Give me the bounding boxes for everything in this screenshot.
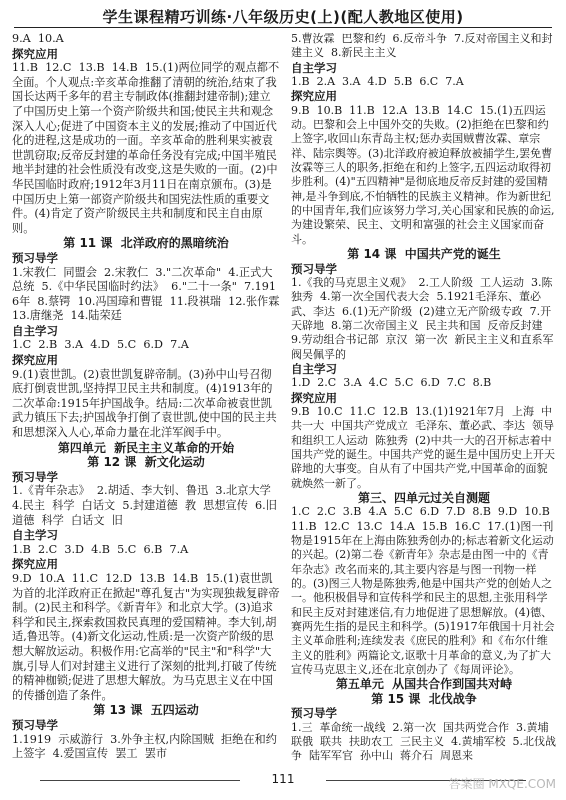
section-heading: 探究应用 (291, 390, 337, 405)
answer-text: 1.B 2.A 3.A 4.D 5.B 6.C 7.A (291, 75, 464, 89)
section-heading: 探究应用 (12, 353, 58, 368)
answer-text: 1.C 2.B 3.A 4.D 5.C 6.D 7.A (12, 338, 189, 352)
section-heading: 自主学习 (12, 323, 58, 338)
answer-text: 9.D 10.A 11.C 12.D 13.B 14.B 15.(1)袁世凯为首的北洋政府正在掀起"尊孔复古"为实现独裁复辟帝制。(2)民主和科学。《新青年》和北京大学。(3)追求科学和民主,探索救国救民真理的爱国精神。李大钊,胡适,鲁迅等。(4)新文化运动,性质:是一次资产阶级的思想大解放运动。积极作用:它高举的"民主"和"科学"大旗,引导人们对封建主义进行了深刻的批判,打破了传统的精神枷锁;促进了思想大解放。为马克思主义在中国的传播创造了条件。 (12, 571, 280, 702)
answer-text: 9.B 10.C 11.C 12.B 13.(1)1921年7月 上海 中共一大 中国共产党成立 毛泽东、董必武、李达 领导和组织工人运动 陈独秀 (2)中共一大的召开标志着中国共产党的诞生。中国共产党的诞生是中国历史上开天辟地的大事变。自从有了中国共产党,中国革命的面貌就焕然一新了。 (291, 404, 555, 490)
section-heading: 探究应用 (12, 557, 58, 572)
answer-text: 1.三 革命统一战线 2.第一次 国共两党合作 3.黄埔 联俄 联共 扶助农工 三民主义 4.黄埔军校 5.北伐战争 陆军军官 孙中山 蒋介石 周恩来 (291, 720, 556, 763)
answer-text: 1.宋教仁 同盟会 2.宋教仁 3."二次革命" 4.正式大总统 5.《中华民国临时约法》 6."二十一条" 7.1916年 8.蔡锷 10.冯国璋和曹锟 11.段祺瑞 12.张作霖 13.唐继尧 14.陆荣廷 (12, 265, 287, 323)
section-heading: 预习导学 (12, 250, 58, 265)
footer-rule-left (40, 780, 240, 781)
answer-text: 1.B 2.C 3.D 4.B 5.C 6.B 7.A (12, 542, 189, 556)
left-column (12, 32, 287, 762)
answer-text: 1.D 2.C 3.A 4.C 5.C 6.D 7.C 8.B (291, 376, 492, 390)
section-heading: 探究应用 (291, 89, 337, 104)
section-heading: 自主学习 (12, 528, 58, 543)
answer-text: 1.《青年杂志》 2.胡适、李大钊、鲁迅 3.北京大学 4.民主 科学 白话文 5.封建道德 教 思想宣传 6.旧道德 科学 白话文 旧 (12, 484, 278, 527)
answer-text: 5.曹汝霖 巴黎和约 6.反帝斗争 7.反对帝国主义和封建主义 8.新民主主义 (291, 32, 553, 60)
lesson-title: 第 14 课 中国共产党的诞生 (347, 247, 501, 262)
page-number: 111 (271, 772, 295, 786)
section-heading: 预习导学 (291, 261, 337, 276)
lesson-title: 第五单元 从国共合作到国共对峙 (335, 677, 513, 692)
answer-text: 11.B 12.C 13.B 14.B 15.(1)两位同学的观点都不全面。个人观点:辛亥革命推翻了清朝的统治,结束了我国长达两千多年的君主专制政体(推翻封建帝制);建立了中国历史上第一个资产阶级共和国;使民主共和观念深入人心;促进了中国资本主义的发展;推动了中国近代化的进程,这是成功的一面。辛亥革命的胜利果实被袁世凯窃取;反帝反封建的革命任务没有完成;中国半殖民地半封建的社会性质没有改变,这是失败的一面。(2)中华民国临时政府;1912年3月11日在南京颁布。(3)是中国历史上第一部资产阶级共和国宪法性质的重要文件。(4)肯定了资产阶级民主共和制度和民主自由原则。 (12, 61, 280, 235)
lesson-title: 第四单元 新民主主义革命的开始 (57, 440, 235, 455)
section-heading: 自主学习 (291, 361, 337, 376)
answer-text: 9.(1)袁世凯。(2)袁世凯复辟帝制。(3)孙中山号召彻底打倒袁世凯,坚持捍卫民主共和制度。(4)1913年的二次革命:1915年护国战争。结局:二次革命被袁世凯武力镇压下去;护国战争打倒了袁世凯,使中国的民主共和思想深入人心,革命力量在北洋军阀手中。 (12, 367, 277, 440)
section-heading: 预习导学 (12, 469, 58, 484)
header-rule (14, 27, 552, 28)
lesson-title: 第 13 课 五四运动 (93, 703, 199, 718)
section-heading: 自主学习 (291, 60, 337, 75)
section-heading: 预习导学 (12, 717, 58, 732)
header-title: 学生课程精巧训练·八年级历史(上)(配人教地区使用) (102, 8, 464, 26)
lesson-title: 第 11 课 北洋政府的黑暗统治 (63, 236, 229, 251)
lesson-title: 第 12 课 新文化运动 (87, 455, 205, 470)
answer-text: 1.《我的马克思主义观》 2.工人阶级 工人运动 3.陈独秀 4.第一次全国代表大会 5.1921毛泽东、董必武、李达 6.(1)无产阶级 (2)建立无产阶级专政 7.开天辟地 8.第二次帝国主义 民主共和国 反帝反封建 9.劳动组合书记部 京汉 第一次 新民主主义和直系军阀吴佩孚的 (291, 275, 554, 361)
watermark: 答案圈 MXQE.COM (448, 777, 556, 791)
page-header (0, 0, 566, 28)
lesson-title: 第 15 课 北伐战争 (371, 691, 477, 706)
answer-text: 9.B 10.B 11.B 12.A 13.B 14.C 15.(1)五四运动。巴黎和会上中国外交的失败。(2)拒绝在巴黎和约上签字,收回山东青岛主权;惩办卖国贼曹汝霖、章宗祥、陆宗舆等。(3)北洋政府被迫释放被捕学生,罢免曹汝霖等三人的职务,拒绝在和约上签字,五四运动取得初步胜利。(4)"五四精神"是彻底地反帝反封建的爱国精神,是斗争到底,不怕牺牲的民族主义精神。作为新世纪的中国青年,我们应该努力学习,关心国家和民族的命运,为建设繁荣、民主、文明和富强的社会主义国家而奋斗。 (291, 103, 555, 246)
section-heading: 预习导学 (291, 706, 337, 721)
right-column (291, 32, 557, 764)
section-heading: 探究应用 (12, 46, 58, 61)
answer-text: 1.1919 示威游行 3.外争主权,内除国贼 拒绝在和约上签字 4.爱国宣传 罢工 罢市 (12, 732, 277, 761)
answer-text: 9.A 10.A (12, 32, 64, 45)
answer-text: 1.C 2.C 3.B 4.A 5.C 6.D 7.D 8.B 9.D 10.B 11.B 12.C 13.C 14.A 15.B 16.C 17.(1)图一刊物是1915年在上海由陈独秀创办的;标志着新文化运动的兴起。(2)第二卷《新青年》杂志是由图一中的《青年杂志》改名而来的,其主要内容是与图一刊物一样的。(3)图三人物是陈独秀,他是中国共产党的创始人之一。他积极倡导和宣传科学和民主的思想,主张用科学和民主反对封建迷信,有力地促进了思想解放。(4)德、赛两先生指的是民主和科学。(5)1917年俄国十月社会主义革命胜利;连续发表《庶民的胜利》和《布尔什维主义的胜利》两篇论文,讴歌十月革命的意义,为了扩大宣传马克思主义,还在北京创办了《每周评论》。 (291, 505, 557, 677)
lesson-title: 第三、四单元过关自测题 (357, 491, 490, 505)
